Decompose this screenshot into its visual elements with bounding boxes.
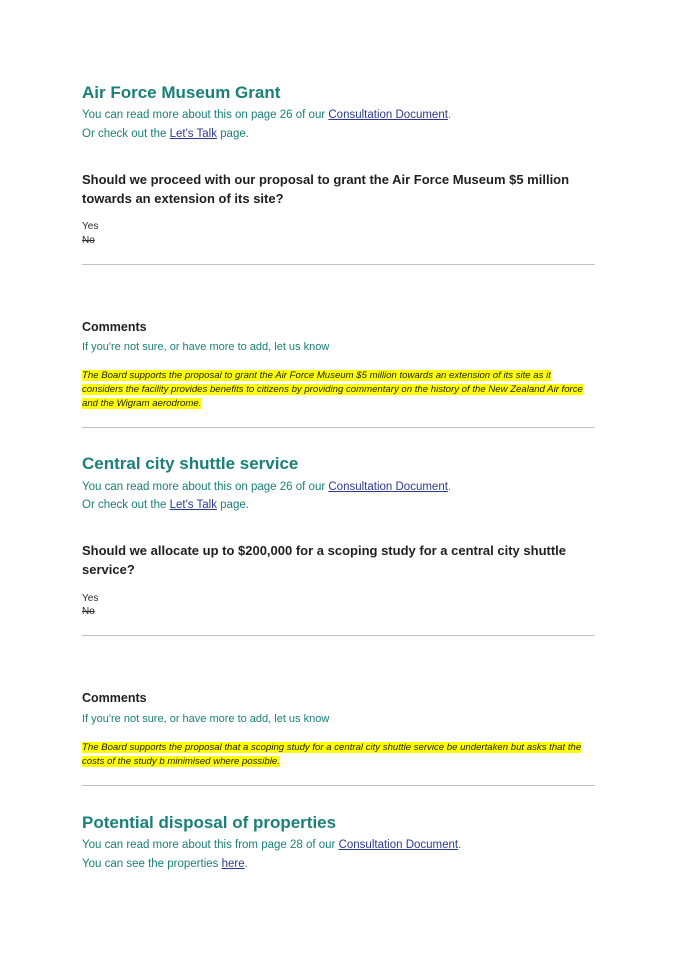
section-divider [82,264,595,265]
comments-heading: Comments [82,691,147,705]
properties-line: You can see the properties here. [82,858,248,870]
lets-talk-link[interactable]: Let's Talk [169,499,217,511]
read-more-line: You can read more about this on page 26 of our Consultation Document. [82,109,452,121]
comments-prompt: If you're not sure, or have more to add, let us know [82,341,330,353]
option-no[interactable]: No [82,235,95,246]
check-out-line: Or check out the Let's Talk page. [82,128,249,140]
comment-answer: The Board supports the proposal that a scoping study for a central city shuttle service be undertaken but asks that the costs of the study b minimised where possible. [82,742,582,767]
option-yes[interactable]: Yes [82,221,99,232]
properties-here-link[interactable]: here [221,858,245,870]
comments-heading: Comments [82,320,147,334]
comments-prompt: If you're not sure, or have more to add, let us know [82,713,330,725]
check-out-line: Or check out the Let's Talk page. [82,499,249,511]
section-divider [82,427,595,428]
consultation-document-link[interactable]: Consultation Document [328,481,448,493]
option-yes[interactable]: Yes [82,593,99,604]
consultation-document-link[interactable]: Consultation Document [338,839,459,851]
question-air-force-museum: Should we proceed with our proposal to grant the Air Force Museum $5 million towards an extension of its site? [82,172,570,206]
read-more-line: You can read more about this on page 26 of our Consultation Document. [82,481,452,493]
section-title-property-disposal: Potential disposal of properties [82,813,337,832]
section-title-air-force-museum: Air Force Museum Grant [82,83,281,102]
option-no[interactable]: No [82,606,95,617]
question-shuttle-service: Should we allocate up to $200,000 for a scoping study for a central city shuttle service? [82,543,567,577]
section-divider [82,785,595,786]
section-title-shuttle-service: Central city shuttle service [82,454,299,473]
lets-talk-link[interactable]: Let's Talk [169,128,217,140]
comment-answer: The Board supports the proposal to grant the Air Force Museum $5 million towards an extension of its site as it considers the facility provides benefits to citizens by providing commentary on the history of the New Zealand Air force and the Wigram aerodrome. [82,370,583,409]
read-more-line: You can read more about this from page 28 of our Consultation Document. [82,839,462,851]
consultation-document-link[interactable]: Consultation Document [328,109,448,121]
section-divider [82,635,595,636]
